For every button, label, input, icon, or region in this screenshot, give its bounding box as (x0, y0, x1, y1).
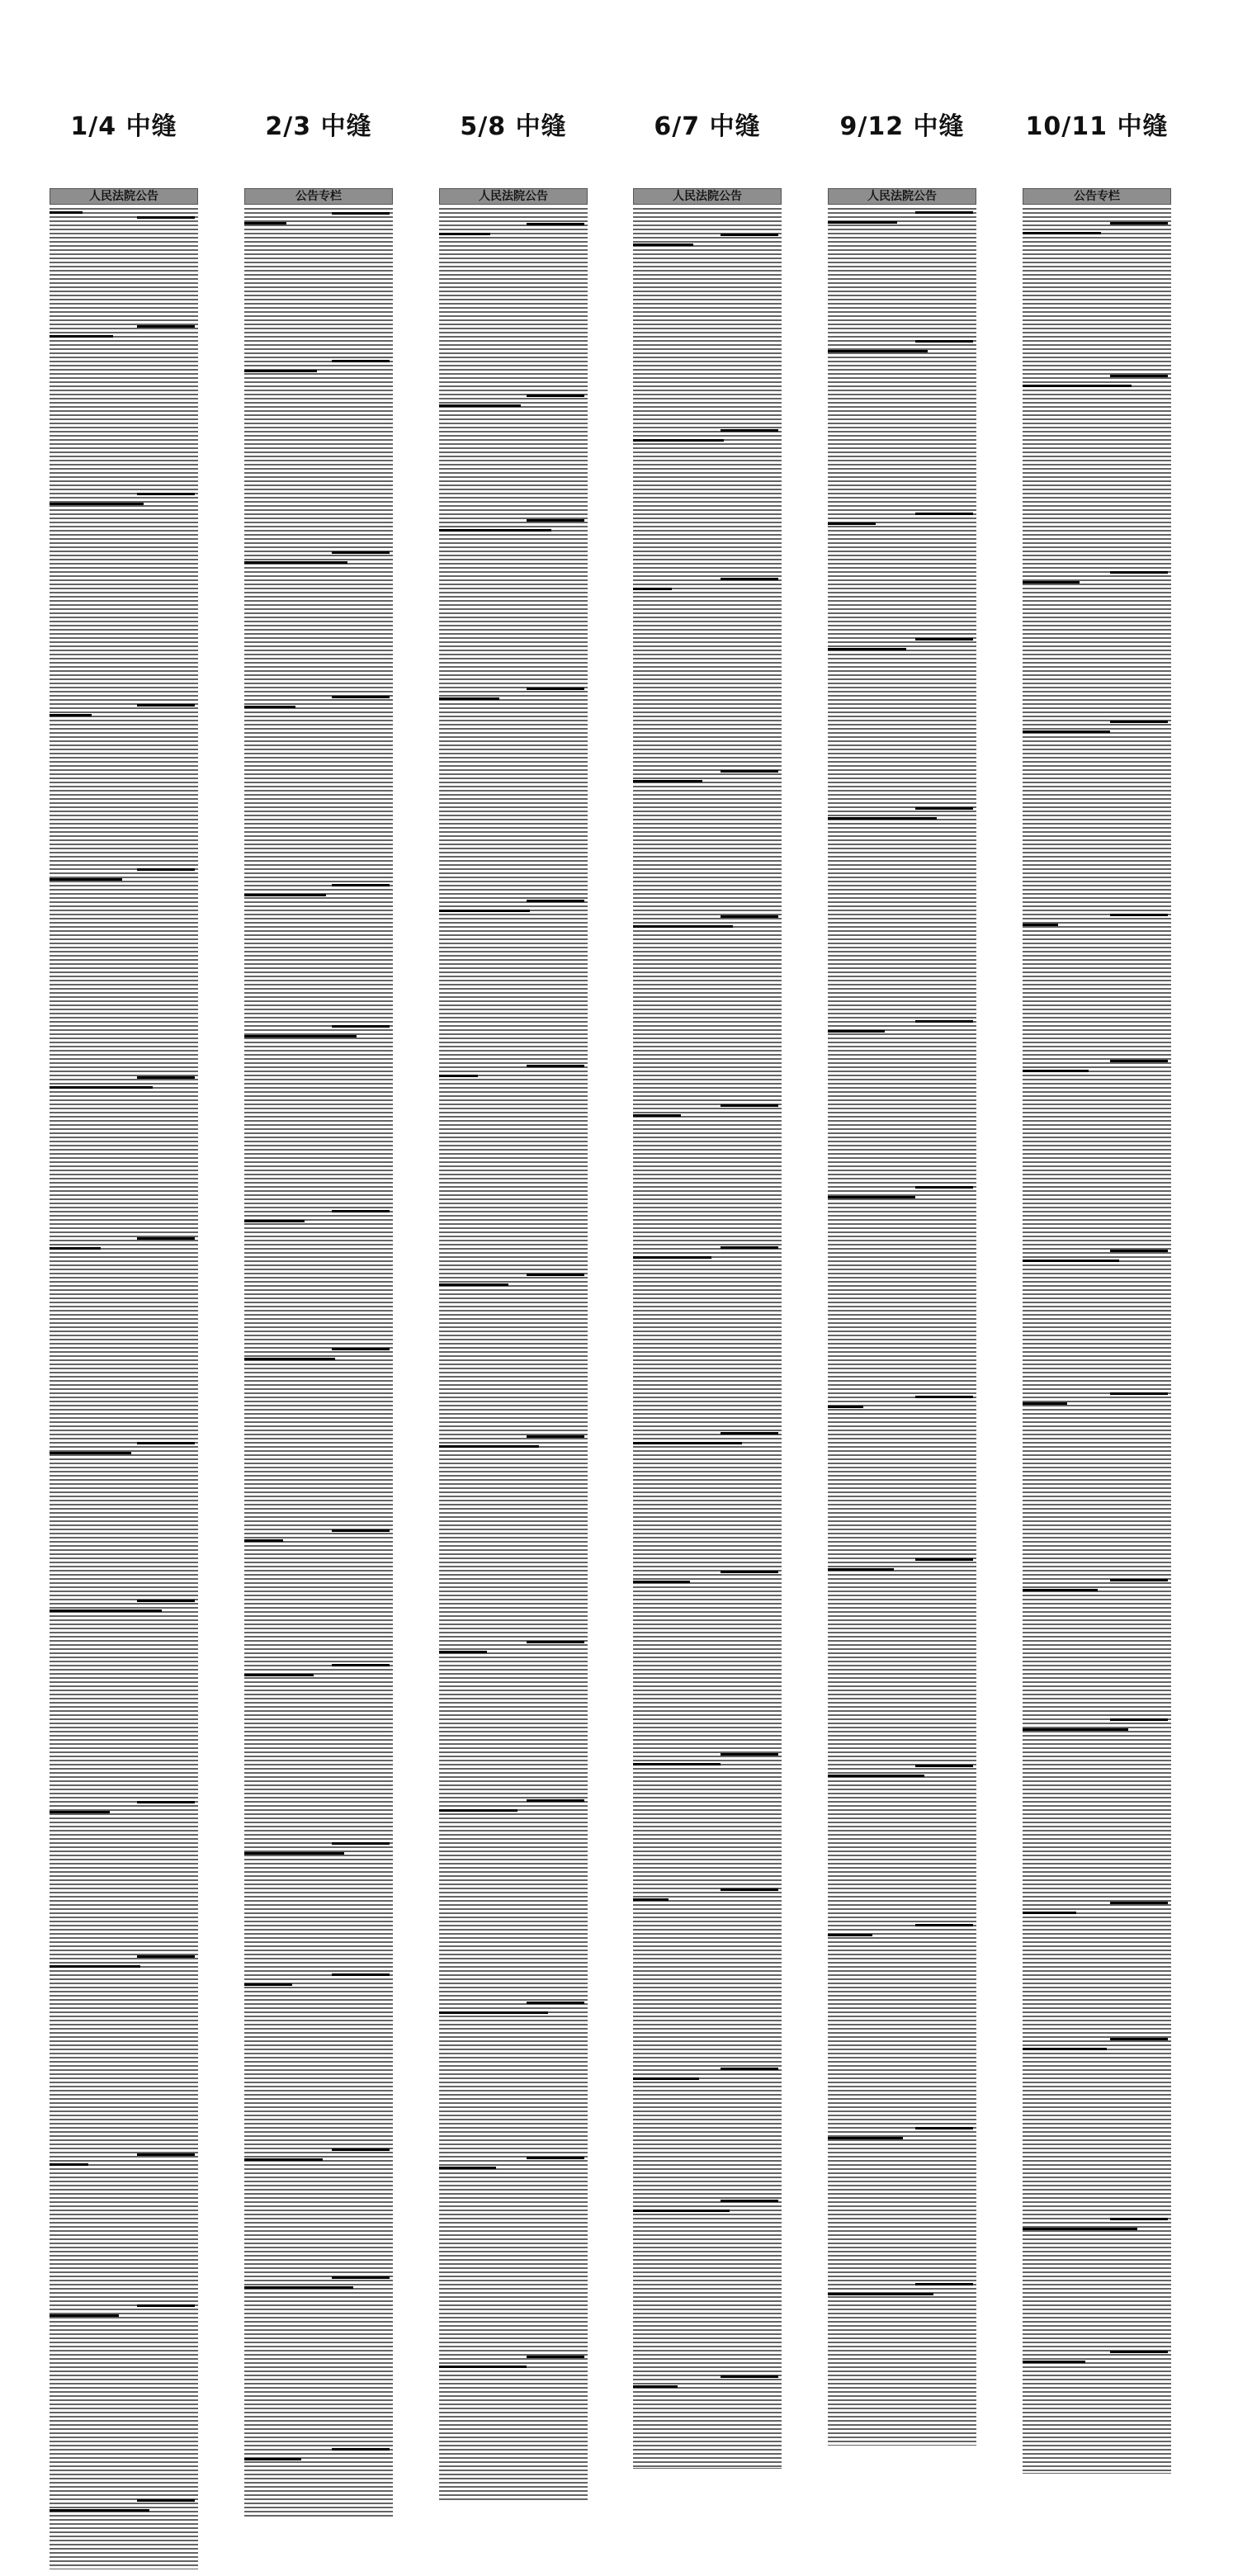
notice-entry-heading (633, 925, 733, 928)
notice-entry-heading (1023, 1589, 1098, 1591)
notice-signoff (721, 1432, 778, 1435)
notice-signoff (527, 2002, 584, 2004)
notice-signoff (527, 1641, 584, 1643)
notice-entry-heading (244, 1983, 292, 1986)
notice-entry-heading (244, 894, 326, 896)
notice-entry-heading (439, 2011, 548, 2014)
notice-entry-heading (439, 1445, 539, 1448)
notice-entry-heading (439, 1075, 478, 1077)
column-body (244, 208, 393, 2517)
notice-signoff (721, 1888, 778, 1891)
notice-signoff (332, 1664, 390, 1666)
notice-signoff (332, 1842, 390, 1845)
notice-entry-heading (50, 1247, 101, 1250)
notice-signoff (721, 2375, 778, 2378)
notice-entry-heading (244, 1539, 283, 1542)
notice-entry-heading (1023, 1728, 1128, 1731)
notice-entry-heading (828, 817, 937, 820)
notice-entry-heading (244, 1220, 305, 1222)
notice-signoff (721, 1571, 778, 1573)
notice-entry-heading (828, 1934, 872, 1936)
notice-signoff (1110, 1060, 1168, 1062)
notice-entry-heading (50, 1965, 140, 1968)
notice-entry-heading (50, 714, 92, 716)
notice-signoff (915, 1020, 973, 1023)
notice-entry-heading (828, 1568, 894, 1571)
notice-signoff (137, 2153, 195, 2156)
notice-entry-heading (244, 2458, 301, 2460)
notice-signoff (137, 1237, 195, 1240)
notice-entry-heading (439, 2167, 496, 2169)
notice-text-block (1023, 208, 1171, 2473)
notice-entry-heading (633, 1763, 721, 1765)
notice-entry-heading (633, 2210, 730, 2212)
notice-signoff (527, 519, 584, 522)
notice-entry-heading (828, 648, 906, 650)
notice-signoff (527, 1435, 584, 1438)
notice-signoff (1110, 1902, 1168, 1904)
notice-signoff (915, 2283, 973, 2285)
notice-signoff (1110, 2218, 1168, 2220)
notice-entry-heading (828, 1030, 885, 1033)
notice-signoff (137, 2499, 195, 2502)
notice-signoff (721, 234, 778, 236)
notice-entry-heading (1023, 385, 1132, 387)
notice-signoff (1110, 2351, 1168, 2353)
notice-entry-heading (1023, 2361, 1085, 2363)
notice-entry-heading (828, 1196, 915, 1198)
notice-signoff (527, 900, 584, 902)
notice-signoff (527, 1799, 584, 1802)
column-header: 人民法院公告 (439, 188, 588, 205)
notice-entry-heading (50, 2509, 149, 2512)
notice-signoff (527, 1065, 584, 1067)
notice-entry-heading (50, 1609, 162, 1612)
notice-signoff (332, 1973, 390, 1976)
column-header: 公告专栏 (244, 188, 393, 205)
notice-signoff (915, 1396, 973, 1398)
notice-entry-heading (439, 1283, 508, 1286)
notice-signoff (915, 1186, 973, 1189)
notice-entry-heading (1023, 2228, 1137, 2230)
column-4 (633, 0, 782, 2576)
notice-signoff (332, 2448, 390, 2451)
column-body (828, 208, 976, 2446)
column-title: 6/7 中缝 (654, 112, 761, 141)
notice-entry-heading (828, 1406, 863, 1408)
column-header: 人民法院公告 (50, 188, 198, 205)
notice-signoff (1110, 1250, 1168, 1252)
column-title: 5/8 中缝 (460, 112, 567, 141)
notice-signoff (915, 807, 973, 810)
notice-signoff (721, 2068, 778, 2070)
notice-signoff (137, 1076, 195, 1079)
notice-entry-heading (244, 1358, 335, 1360)
notice-entry-heading (50, 2163, 88, 2166)
notice-entry-heading (439, 1651, 487, 1653)
notice-signoff (332, 884, 390, 886)
notice-signoff (527, 2157, 584, 2159)
notice-signoff (332, 2148, 390, 2151)
notice-entry-heading (50, 2314, 119, 2317)
notice-signoff (332, 360, 390, 362)
notice-signoff (1110, 571, 1168, 574)
notice-signoff (332, 1348, 390, 1350)
notice-entry-heading (244, 1674, 314, 1676)
notice-entry-heading (633, 1581, 690, 1583)
notice-entry-heading (439, 2366, 527, 2368)
notice-entry-heading (633, 2077, 699, 2080)
notice-signoff (721, 578, 778, 580)
column-header: 人民法院公告 (633, 188, 782, 205)
notice-entry-heading (50, 335, 113, 338)
notice-signoff (527, 395, 584, 397)
column-header: 人民法院公告 (828, 188, 976, 205)
notice-signoff (527, 2356, 584, 2358)
notice-signoff (332, 1210, 390, 1212)
notice-entry-heading (633, 1114, 681, 1117)
notice-signoff (915, 1558, 973, 1561)
notice-entry-heading (1023, 581, 1080, 584)
notice-entry-heading (1023, 1912, 1076, 1914)
notice-text-block (439, 208, 588, 2499)
notice-signoff (527, 223, 584, 225)
notice-entry-heading (633, 588, 672, 590)
notice-signoff (721, 770, 778, 773)
notice-signoff (1110, 375, 1168, 377)
column-title: 9/12 中缝 (839, 112, 965, 141)
notice-signoff (137, 1600, 195, 1602)
notice-entry-heading (244, 706, 295, 708)
notice-entry-heading (50, 503, 144, 505)
notice-signoff (1110, 1579, 1168, 1581)
notice-entry-heading (1023, 1070, 1089, 1072)
column-title: 1/4 中缝 (70, 112, 177, 141)
column-body (439, 208, 588, 2500)
notice-signoff (137, 1442, 195, 1444)
column-body (633, 208, 782, 2469)
column-5 (828, 0, 976, 2576)
notice-entry-heading (633, 1898, 669, 1901)
notice-text-block (244, 208, 393, 2516)
notice-signoff (527, 1274, 584, 1276)
notice-text-block (633, 208, 782, 2468)
notice-signoff (137, 1955, 195, 1958)
notice-signoff (721, 915, 778, 918)
notice-signoff (137, 325, 195, 328)
notice-text-block (50, 208, 198, 2569)
notice-entry-heading (633, 439, 724, 442)
column-body (50, 208, 198, 2569)
notice-text-block (828, 208, 976, 2445)
notice-entry-heading (439, 529, 551, 532)
notice-signoff (332, 1529, 390, 1532)
notice-entry-heading (50, 1086, 153, 1089)
notice-entry-heading (50, 211, 83, 214)
notice-signoff (915, 513, 973, 515)
notice-signoff (527, 688, 584, 690)
notice-entry-heading (633, 1442, 742, 1444)
notice-entry-heading (244, 1852, 344, 1855)
notice-entry-heading (828, 2293, 933, 2295)
column-title: 2/3 中缝 (265, 112, 372, 141)
notice-signoff (721, 429, 778, 432)
notice-entry-heading (244, 2286, 353, 2289)
notice-signoff (137, 868, 195, 871)
column-3 (439, 0, 588, 2576)
notice-signoff (332, 2276, 390, 2279)
notice-entry-heading (633, 780, 702, 782)
notice-entry-heading (439, 910, 530, 912)
notice-entry-heading (1023, 1402, 1067, 1405)
notice-signoff (915, 211, 973, 214)
notice-entry-heading (244, 2158, 323, 2161)
notice-entry-heading (1023, 1260, 1119, 1262)
notice-entry-heading (50, 1452, 131, 1454)
notice-entry-heading (1023, 2048, 1107, 2050)
notice-entry-heading (439, 697, 499, 700)
notice-signoff (137, 704, 195, 707)
notice-entry-heading (439, 233, 490, 235)
notice-signoff (721, 2200, 778, 2202)
notice-entry-heading (828, 350, 928, 352)
notice-entry-heading (244, 561, 347, 564)
notice-signoff (1110, 222, 1168, 225)
notice-signoff (332, 551, 390, 554)
notice-entry-heading (1023, 232, 1101, 234)
notice-signoff (1110, 914, 1168, 916)
notice-entry-heading (1023, 730, 1110, 733)
notice-entry-heading (244, 1035, 357, 1037)
notice-signoff (915, 1924, 973, 1926)
column-2 (244, 0, 393, 2576)
notice-entry-heading (50, 878, 122, 881)
notice-entry-heading (244, 370, 317, 372)
notice-signoff (137, 493, 195, 495)
notice-entry-heading (633, 1256, 711, 1259)
column-title: 10/11 中缝 (1025, 112, 1169, 141)
notice-signoff (1110, 2038, 1168, 2040)
notice-signoff (915, 340, 973, 343)
notice-signoff (1110, 1718, 1168, 1721)
column-6 (1023, 0, 1171, 2576)
notice-entry-heading (244, 222, 286, 225)
notice-signoff (137, 216, 195, 219)
notice-signoff (721, 1753, 778, 1756)
notice-entry-heading (50, 1811, 110, 1813)
notice-signoff (1110, 1392, 1168, 1395)
column-header: 公告专栏 (1023, 188, 1171, 205)
notice-entry-heading (633, 2385, 678, 2388)
notice-signoff (915, 638, 973, 640)
notice-entry-heading (828, 522, 876, 525)
notice-entry-heading (439, 404, 521, 407)
notice-signoff (721, 1104, 778, 1107)
notice-signoff (915, 1765, 973, 1767)
notice-entry-heading (828, 1775, 924, 1777)
notice-entry-heading (828, 221, 897, 224)
column-body (1023, 208, 1171, 2474)
notice-signoff (332, 212, 390, 215)
notice-signoff (1110, 721, 1168, 723)
column-1 (50, 0, 198, 2576)
notice-entry-heading (1023, 924, 1058, 926)
notice-signoff (332, 1025, 390, 1028)
notice-entry-heading (828, 2137, 903, 2139)
notice-signoff (137, 1801, 195, 1803)
notice-entry-heading (633, 243, 693, 246)
notice-signoff (332, 696, 390, 698)
notice-entry-heading (439, 1809, 517, 1812)
notice-signoff (137, 2304, 195, 2307)
notice-signoff (721, 1246, 778, 1249)
notice-signoff (915, 2127, 973, 2129)
